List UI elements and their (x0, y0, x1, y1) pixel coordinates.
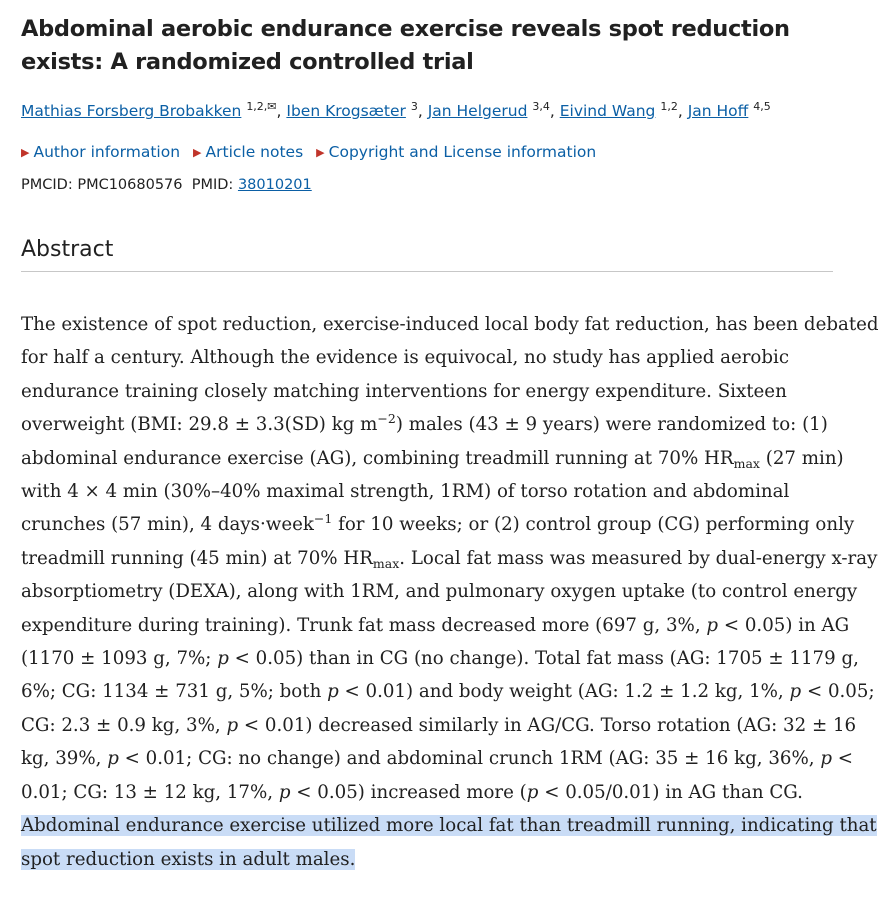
abstract-line (21, 843, 833, 876)
author-separator: , (276, 102, 287, 120)
abstract-text: . Local fat mass was measured by dual-energy x-ray (399, 547, 878, 569)
info-link-label: Article notes (205, 143, 304, 161)
author-separator: , (549, 102, 560, 120)
abstract-text: ) males (43 ± 9 years) were randomized to: (1) (395, 414, 828, 436)
abstract-text: p (278, 781, 291, 803)
highlighted-text: spot reduction exists in adult males. (21, 848, 356, 870)
article-title: Abdominal aerobic endurance exercise reveals spot reduction exists: A randomized controlled trial (21, 16, 790, 75)
info-link-label: Copyright and License information (328, 143, 597, 161)
abstract-text: absorptiometry (DEXA), along with 1RM, and pulmonary oxygen uptake (to control energy (21, 581, 858, 603)
abstract-line (21, 809, 877, 842)
abstract-line (21, 642, 859, 675)
abstract-line (21, 542, 878, 575)
article-identifiers (21, 175, 833, 195)
info-link-author-information[interactable] (21, 143, 180, 161)
abstract-text: p (107, 748, 119, 770)
abstract-text: < 0.01; CG: no change) and abdominal crunch 1RM (AG: 35 ± 16 kg, 36%, (118, 748, 821, 770)
abstract-text: < 0.05) increased more ( (290, 781, 527, 803)
author-affiliation: 3 (410, 100, 418, 113)
abstract-text: endurance training closely matching interventions for energy expenditure. Sixteen (21, 380, 787, 402)
pmcid-label: PMCID: (21, 177, 73, 193)
abstract-text: < 0.01) decreased similarly in AG/CG. Torso rotation (AG: 32 ± 16 (238, 714, 857, 736)
abstract-line (21, 408, 833, 441)
abstract-line (21, 709, 857, 742)
author-separator: , (677, 102, 688, 120)
abstract-text: CG: 2.3 ± 0.9 kg, 3%, (21, 714, 227, 736)
abstract-text: overweight (BMI: 29.8 ± 3.3(SD) kg m (21, 414, 378, 436)
article-info-links (21, 141, 833, 164)
author-affiliation: 1,2 (660, 100, 678, 113)
abstract-text: 6%; CG: 1134 ± 731 g, 5%; both (21, 681, 328, 703)
abstract-text: max (372, 555, 400, 571)
abstract-text: < (831, 748, 853, 770)
abstract-text: abdominal endurance exercise (AG), combining treadmill running at 70% HR (21, 447, 734, 469)
author-link[interactable]: Jan Helgerud (427, 102, 528, 120)
abstract-line (21, 308, 879, 341)
abstract-line (21, 508, 855, 541)
abstract-text: −1 (313, 511, 333, 527)
abstract-text: p (706, 614, 719, 636)
abstract-heading: Abstract (21, 235, 833, 272)
abstract-text: kg, 39%, (21, 748, 108, 770)
abstract-line (21, 442, 844, 475)
abstract-text: p (226, 714, 239, 736)
author-link[interactable]: Eivind Wang (559, 102, 656, 120)
author-affiliation: 4,5 (753, 100, 771, 113)
author-link[interactable]: Jan Hoff (687, 102, 749, 120)
info-link-label: Author information (33, 143, 181, 161)
author-link[interactable]: Iben Krogsæter (286, 102, 406, 120)
abstract-text: < 0.05/0.01) in AG than CG. (538, 781, 803, 803)
abstract-body (21, 308, 879, 876)
abstract-text: p (526, 781, 539, 803)
pmid-label: PMID: (191, 177, 234, 193)
abstract-line (21, 675, 875, 708)
author-affiliation: 3,4 (532, 100, 550, 113)
expand-triangle-icon: ▶ (21, 146, 30, 159)
abstract-text: 0.01; CG: 13 ± 12 kg, 17%, (21, 781, 279, 803)
abstract-text: The existence of spot reduction, exercise-induced local body fat reduction, has been debated (21, 314, 879, 335)
info-link-article-notes[interactable] (193, 143, 303, 161)
highlighted-text: Abdominal endurance exercise utilized more local fat than treadmill running, indicating that (21, 815, 877, 837)
abstract-text: < 0.05) in AG (718, 614, 850, 636)
abstract-text: < 0.01) and body weight (AG: 1.2 ± 1.2 kg, 1%, (338, 681, 790, 703)
abstract-text: with 4 × 4 min (30%–40% maximal strength, 1RM) of torso rotation and abdominal (21, 481, 790, 503)
abstract-text: for half a century. Although the evidence is equivocal, no study has applied aerobic (21, 347, 790, 369)
abstract-line (21, 375, 833, 408)
abstract-text: max (733, 455, 760, 471)
abstract-text: crunches (57 min), 4 days·week (21, 514, 314, 536)
abstract-text: (1170 ± 1093 g, 7%; (21, 648, 218, 670)
author-list (21, 100, 833, 122)
abstract-text: < 0.05; (801, 681, 875, 703)
author-link[interactable]: Mathias Forsberg Brobakken (21, 102, 242, 120)
abstract-text: p (327, 681, 339, 703)
abstract-line (21, 575, 858, 608)
pmcid-value: PMC10680576 (77, 177, 183, 193)
author-separator: , (417, 102, 428, 120)
abstract-text: treadmill running (45 min) at 70% HR (21, 547, 373, 569)
abstract-text: for 10 weeks; or (2) control group (CG) performing only (332, 514, 855, 536)
abstract-text: p (820, 748, 832, 770)
abstract-line (21, 341, 833, 374)
abstract-line (21, 609, 850, 642)
pmid-link[interactable]: 38010201 (237, 177, 312, 193)
abstract-text: (27 min) (759, 447, 844, 469)
abstract-line (21, 742, 853, 775)
abstract-line (21, 475, 833, 508)
abstract-text: p (789, 681, 802, 703)
abstract-text: expenditure during training). Trunk fat mass decreased more (697 g, 3%, (21, 614, 707, 636)
author-affiliation: 1,2,✉ (246, 100, 277, 113)
info-link-copyright-and-license-information[interactable] (316, 143, 596, 161)
abstract-text: < 0.05) than in CG (no change). Total fat mass (AG: 1705 ± 1179 g, (228, 648, 859, 670)
expand-triangle-icon: ▶ (316, 146, 325, 159)
abstract-text: −2 (377, 411, 396, 427)
abstract-text: p (217, 648, 229, 670)
expand-triangle-icon: ▶ (193, 146, 202, 159)
abstract-line (21, 776, 833, 809)
